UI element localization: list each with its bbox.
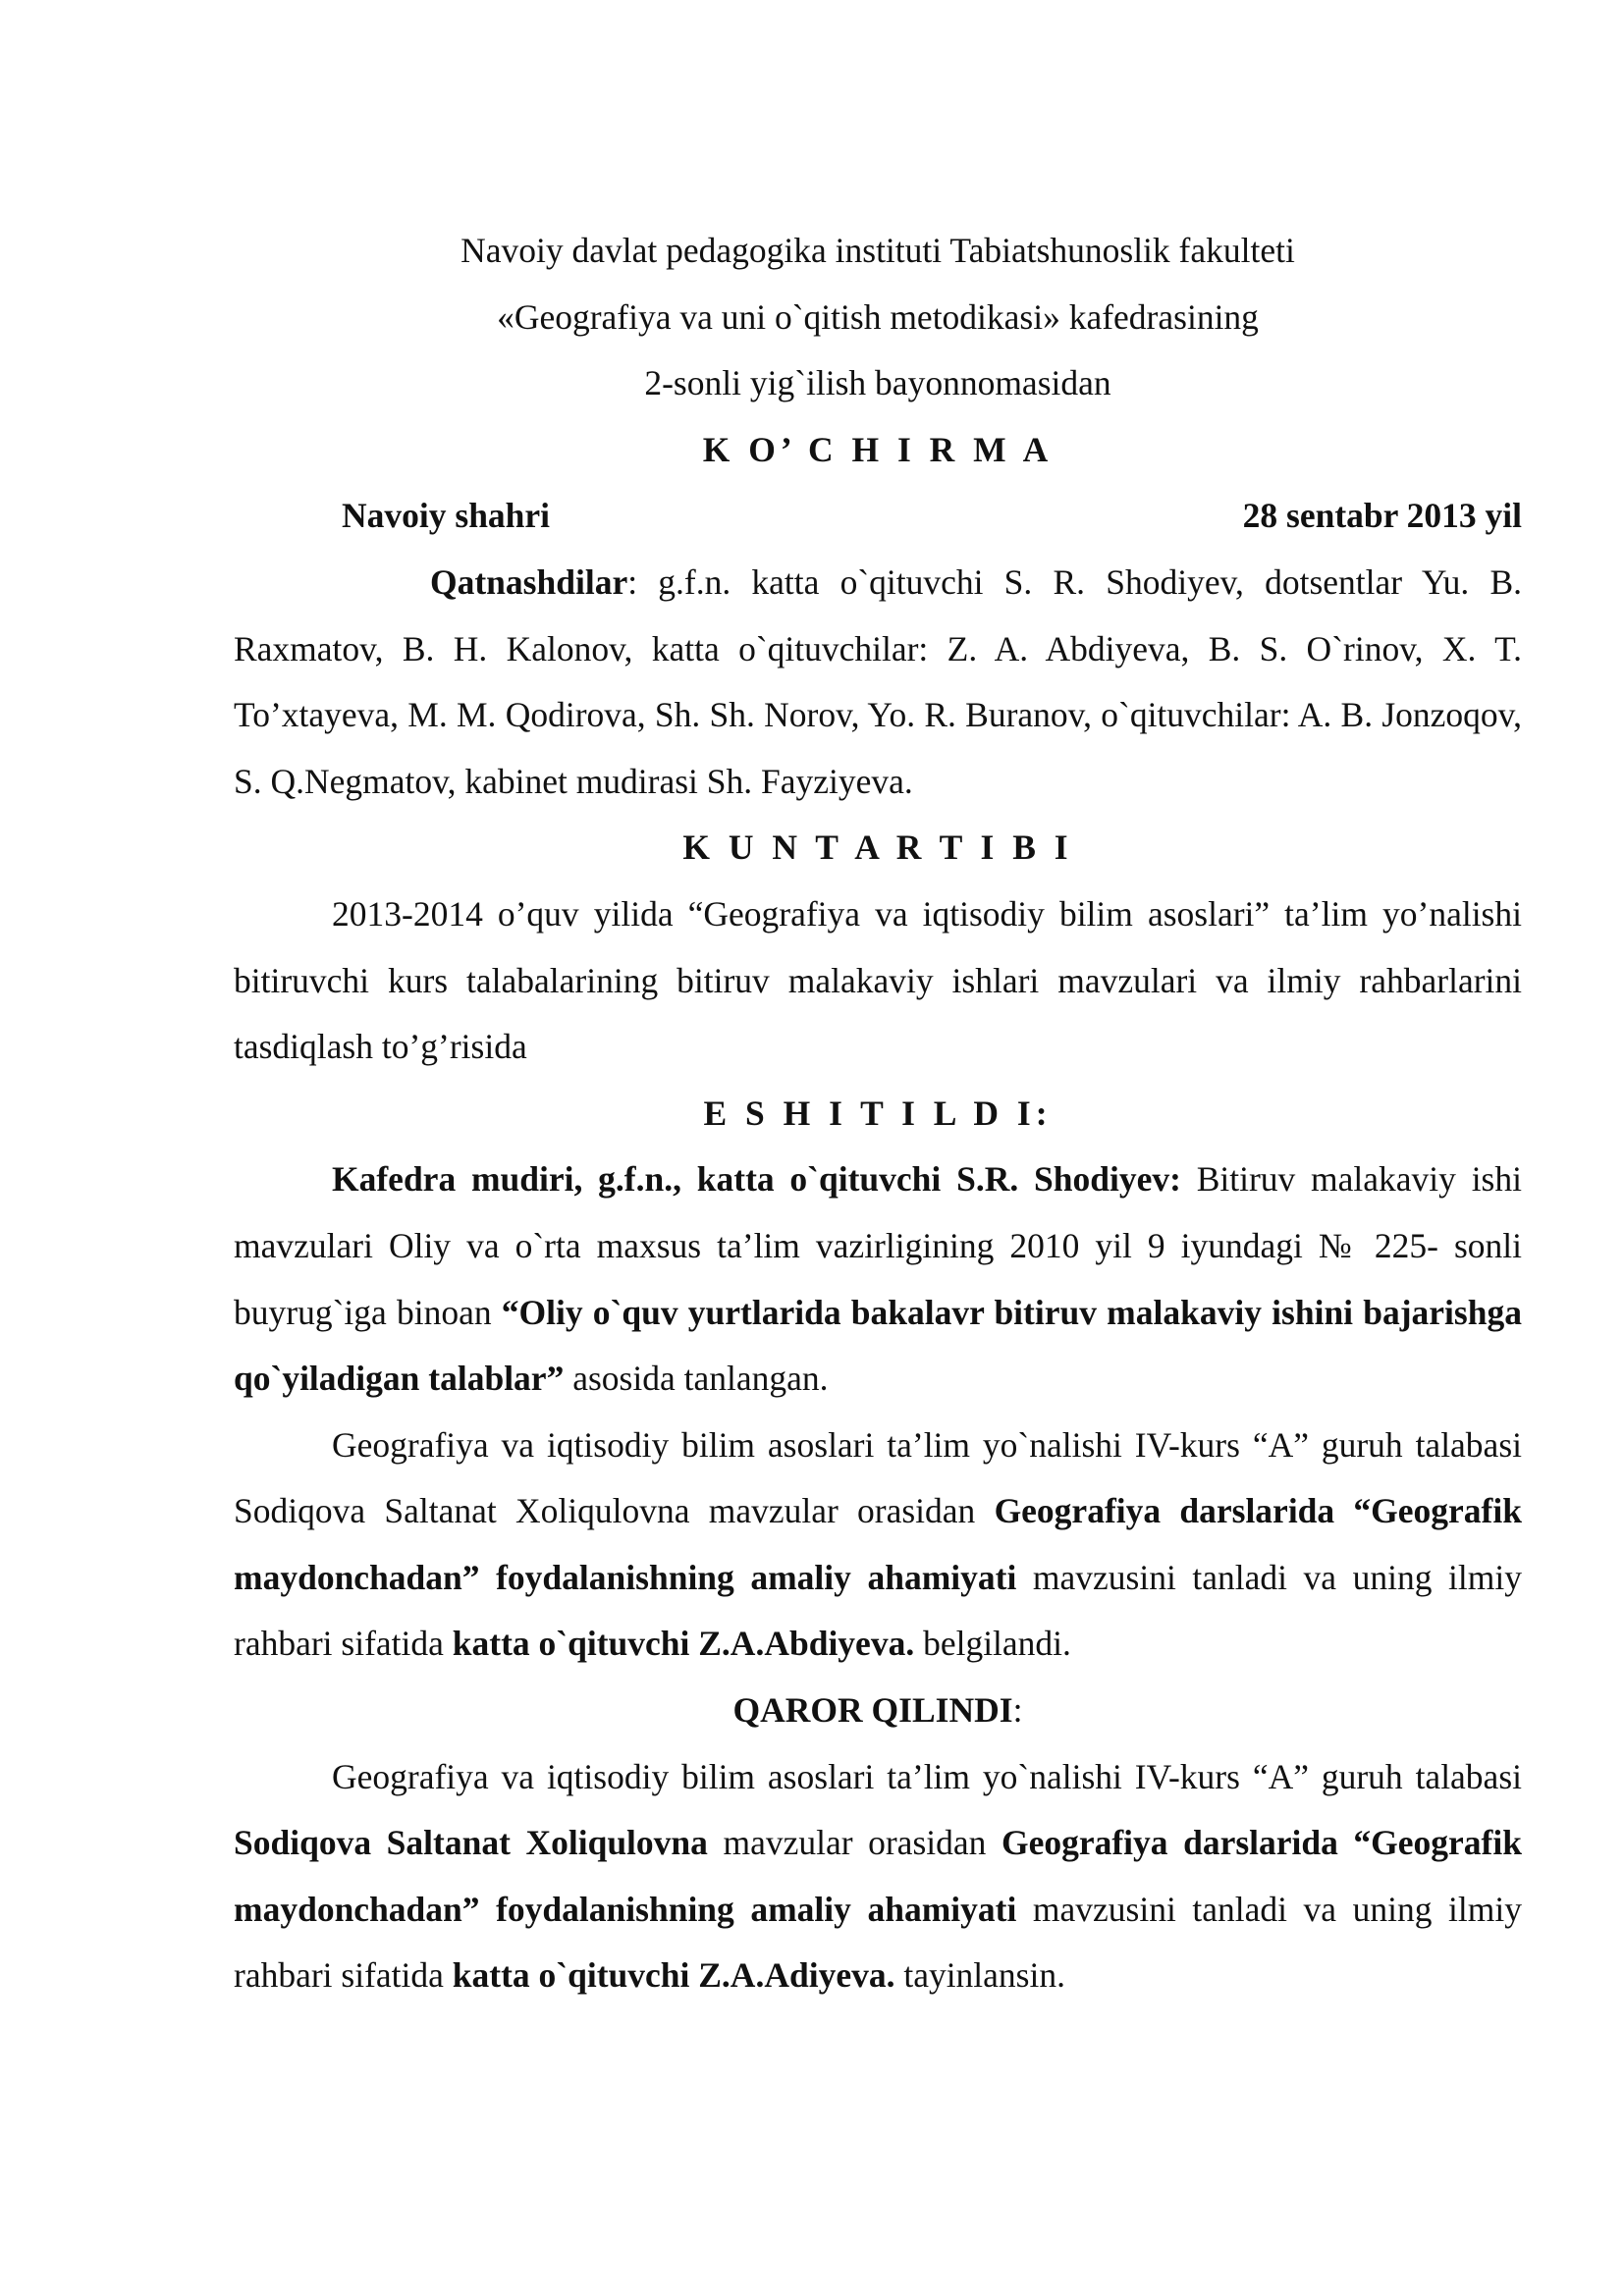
decision-text-2: mavzular orasidan (707, 1823, 1001, 1863)
document-title: K O’ C H I R M A (702, 429, 1054, 469)
heard-p2-advisor: katta o`qituvchi Z.A.Abdiyeva. (452, 1624, 915, 1664)
decision-heading-row (234, 1678, 1522, 1744)
decision-advisor: katta o`qituvchi Z.A.Adiyeva. (452, 1955, 895, 1996)
speaker: Kafedra mudiri, g.f.n., katta o`qituvchi S.R. Shodiyev: (332, 1159, 1181, 1200)
decision-paragraph (234, 1744, 1522, 2009)
heard-p2-topic: Geografiya darslarida “Geografik maydonchadan” foydalanishning amaliy ahamiyati (234, 1491, 1522, 1597)
agenda-heading: K U N T A R T I B I (682, 828, 1073, 868)
date: 28 sentabr 2013 yil (1242, 496, 1522, 536)
heard-text-2: asosida tanlangan. (564, 1359, 829, 1399)
decision-text-4: tayinlansin. (894, 1955, 1065, 1996)
decision-text-1: Geografiya va iqtisodiy bilim asoslari ta’lim yo`nalishi IV-kurs “A” guruh talabasi (332, 1756, 1522, 1796)
decision-topic: Geografiya darslarida “Geografik maydonchadan” foydalanishning amaliy ahamiyati (234, 1823, 1522, 1929)
decision-heading: QAROR QILINDI (732, 1690, 1013, 1731)
heard-p2-text-3: belgilandi. (914, 1624, 1071, 1664)
header-protocol: 2-sonli yig`ilish bayonnomasidan (644, 363, 1111, 403)
heard-p2-text-1: Geografiya va iqtisodiy bilim asoslari ta’lim yo`nalishi IV-kurs “A” guruh talabasi Sodiqova Saltanat Xoliqulovna mavzular orasidan (234, 1424, 1522, 1531)
decision-text-3: mavzusini tanladi va uning ilmiy rahbari sifatida (234, 1889, 1522, 1996)
decision-colon: : (1012, 1690, 1023, 1731)
header-institute: Navoiy davlat pedagogika instituti Tabiatshunoslik fakulteti (460, 231, 1295, 270)
attendees-text: g.f.n. katta o`qituvchi S. R. Shodiyev, dotsentlar Yu. B. Raxmatov, B. H. Kalonov, katta o`qituvchilar: Z. A. Abdiyeva, B. S. O`rinov, X. T. To’xtayeva, M. M. Qodirova, Sh. Sh. Norov, Yo. R. Buranov, o`qituvchilar: A. B. Jonzoqov, S. Q.Negmatov, kabinet mudirasi Sh. Fayziyeva. (234, 561, 1522, 801)
order-title: “Oliy o`quv yurtlarida bakalavr bitiruv malakaviy ishini bajarishga qo`yiladigan talablar” (234, 1292, 1522, 1399)
place: Navoiy shahri (342, 496, 551, 536)
heard-p2-text-2: mavzusini tanladi va uning ilmiy rahbari sifatida (234, 1557, 1522, 1664)
header-department: «Geografiya va uni o`qitish metodikasi» kafedrasining (497, 296, 1259, 337)
heard-text-1: Bitiruv malakaviy ishi mavzulari Oliy va o`rta maxsus ta’lim vazirligining 2010 yil 9 iyundagi № 225- sonli buyrug`iga binoan (234, 1159, 1522, 1332)
heard-paragraph-2 (234, 1413, 1522, 1678)
heard-heading: E S H I T I L D I: (703, 1093, 1053, 1133)
document-page (234, 218, 1522, 2009)
agenda-text: 2013-2014 o’quv yilida “Geografiya va iqtisodiy bilim asoslari” ta’lim yo’nalishi bitiruvchi kurs talabalarining bitiruv malakaviy ishlari mavzulari va ilmiy rahbarlarini tasdiqlash to’g’risida (234, 893, 1522, 1067)
place-date-row (234, 483, 1522, 550)
attendees-label: Qatnashdilar (430, 561, 628, 602)
attendees-colon: : (627, 561, 638, 602)
heard-paragraph-1 (234, 1147, 1522, 1412)
attendees-paragraph (234, 550, 1522, 815)
decision-student: Sodiqova Saltanat Xoliqulovna (234, 1823, 708, 1863)
